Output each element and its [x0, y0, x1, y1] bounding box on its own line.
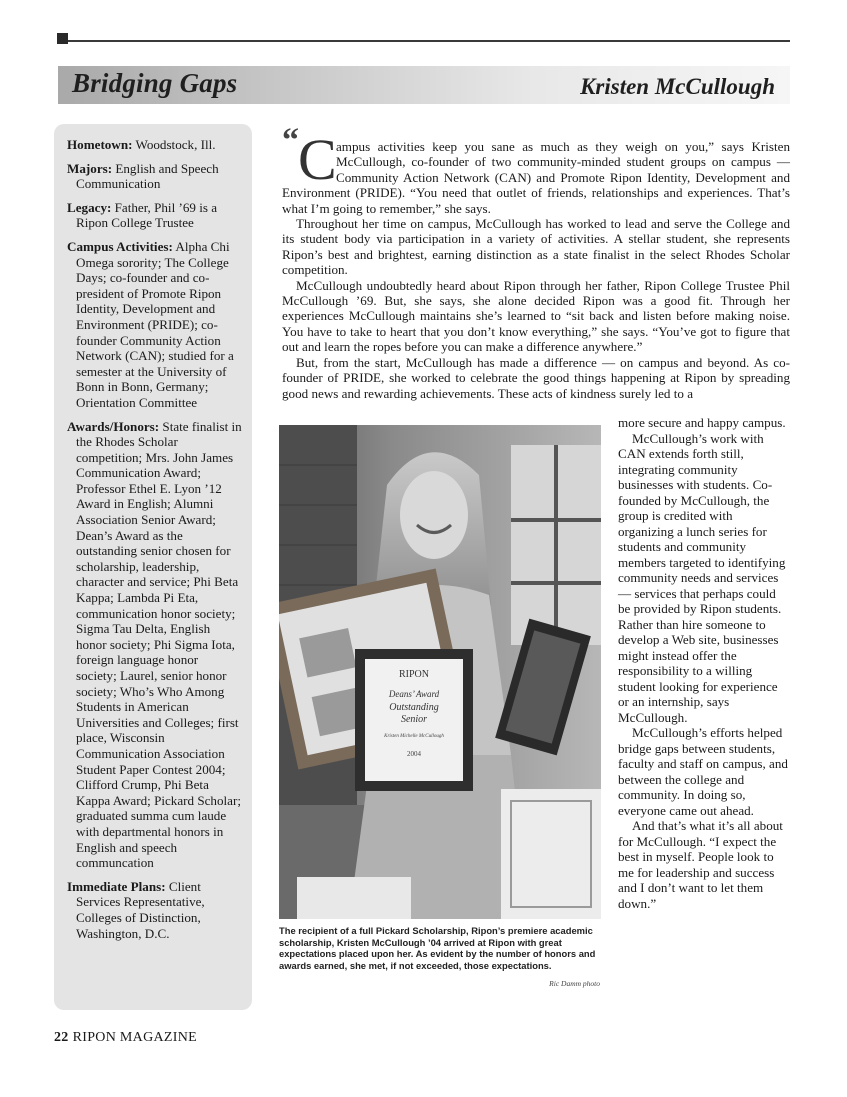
article-paragraph: But, from the start, McCullough has made a difference — on campus and beyond. As co-founder of PRIDE, she worked to celebrate the good things happening at Ripon by spreading good news and rewarding achievements. These acts of kindness surely led to a — [282, 354, 790, 401]
page-footer — [54, 1030, 197, 1046]
section-title: Bridging Gaps — [72, 68, 238, 98]
article-paragraph: McCullough undoubtedly heard about Ripon through her father, Ripon College Trustee Phil McCullough ’69. But, she says, she alone decided Ripon was a good fit. Through her experiences McCullough maintains she’s learned to “sit back and listen before making noise. You have to take to heart that you don’t know everything,” she says. “You’ve got to figure that out and learn the ropes before you can make a difference anywhere.” — [282, 277, 790, 355]
fact-label: Awards/Honors: — [67, 418, 160, 434]
fact-campus-activities — [67, 239, 242, 411]
fact-value: English and Speech Communication — [76, 160, 219, 192]
plaque-award-line: Deans’ Award — [388, 689, 440, 699]
fact-awards-honors — [67, 419, 242, 871]
page-number: 22 — [54, 1030, 69, 1045]
article-paragraph: McCullough’s efforts helped bridge gaps between students, faculty and staff on campus, and between the college and community. In doing so, everyone came out ahead. — [618, 725, 788, 818]
plaque-brand: RIPON — [398, 669, 430, 680]
portrait-photo — [279, 425, 601, 919]
fact-value: Father, Phil ’69 is a Ripon College Trustee — [76, 199, 218, 231]
photo-credit: Ric Damm photo — [549, 979, 600, 988]
article-body — [282, 122, 790, 401]
paragraph-text: ampus activities keep you sane as much as they weigh on you,” says Kristen McCullough, co-founder of two community-minded student groups on campus — Community Action Network (CAN) and Promote Ripon Identity, Development and Environment (PRIDE). “You need that outlet of friends, relationships and experiences. That’s what I’m going to remember,” she says. — [282, 139, 790, 216]
fact-majors — [67, 161, 242, 192]
article-column-right — [618, 415, 790, 911]
fact-value: Client Services Representative, Colleges of Distinction, Washington, D.C. — [76, 878, 205, 941]
certificate — [501, 789, 601, 919]
header-rule — [68, 40, 790, 42]
publication-name: RIPON MAGAZINE — [72, 1030, 197, 1045]
plaque-award-line: Senior — [400, 714, 428, 725]
fact-label: Campus Activities: — [67, 238, 173, 254]
article-paragraph: more secure and happy campus. — [618, 415, 786, 430]
photo-caption: The recipient of a full Pickard Scholarship, Ripon’s premiere academic scholarship, Kristen McCullough ’04 arrived at Ripon with great expectations placed upon her. As evident by the number of honors and awards earned, she met, if not exceeded, those expectations. — [279, 925, 596, 972]
photo-illustration — [279, 425, 601, 919]
opening-quote-mark: “ — [282, 122, 299, 159]
fact-label: Majors: — [67, 160, 113, 176]
plaque-recipient: Kristen Michelle McCullough — [384, 734, 444, 739]
fact-sidebar — [54, 124, 252, 1010]
fact-value: Woodstock, Ill. — [132, 137, 216, 152]
plaque-year: 2004 — [407, 750, 421, 758]
article-paragraph: And that’s what it’s all about for McCullough. “I expect the best in myself. People look to me for leadership and success and I don’t want to let them down.” — [618, 818, 783, 911]
fact-label: Immediate Plans: — [67, 878, 166, 894]
article-paragraph — [282, 122, 790, 216]
fact-immediate-plans — [67, 879, 242, 941]
article-paragraph: Throughout her time on campus, McCullough has worked to lead and serve the College and its student body via participation in a variety of activities. A stellar student, she represents Ripon’s best and brightest, earning distinction as a state finalist in the select Rhodes Scholar competition. — [282, 216, 790, 278]
drop-cap — [282, 122, 337, 192]
header-rule-marker — [57, 33, 68, 44]
fact-value: Alpha Chi Omega sorority; The College Days; co-founder and co-president of Promote Ripon Identity, Development and Environment (PRIDE); co-founder Community Action Network (CAN); studied for a semester at the University of Bonn in Bonn, Germany; Orientation Committee — [76, 238, 234, 410]
award-plaque — [355, 649, 473, 791]
drop-cap-letter: C — [298, 127, 337, 192]
fact-label: Legacy: — [67, 199, 112, 215]
plaque-award-line: Outstanding — [389, 702, 439, 713]
fact-hometown — [67, 137, 242, 153]
fact-legacy — [67, 200, 242, 231]
article-paragraph: McCullough’s work with CAN extends forth still, integrating community businesses with students. Co-founded by McCullough, the group is credited with organizing a lunch series for students and community members targeted to identifying community needs and services — services that perhaps could be provided by Ripon students. Rather than hire someone to develop a Web site, businesses might instead offer the responsibility to a willing student looking for experience or an internship, says McCullough. — [618, 430, 786, 725]
fact-value: State finalist in the Rhodes Scholar competition; Mrs. John James Communication Award; Professor Ethel E. Lyon ’12 Award in English; Alumni Association Senior Award; Dean’s Award as the outstanding senior chosen for scholarship, leadership, character and service; Phi Beta Kappa; Lambda Pi Eta, communication honor society; Sigma Tau Delta, English honor society; Phi Sigma Iota, foreign language honor society; Laurel, senior honor society; Who’s Who Among Students in American Universities and Colleges; first place, Wisconsin Communication Association Student Paper Contest 2004; Clifford Crump, Phi Beta Kappa Award; Pickard Scholar; graduated summa cum laude with departmental honors in English and speech communcation — [76, 418, 242, 871]
book — [297, 877, 411, 919]
fact-label: Hometown: — [67, 137, 133, 152]
profile-name: Kristen McCullough — [580, 74, 775, 99]
